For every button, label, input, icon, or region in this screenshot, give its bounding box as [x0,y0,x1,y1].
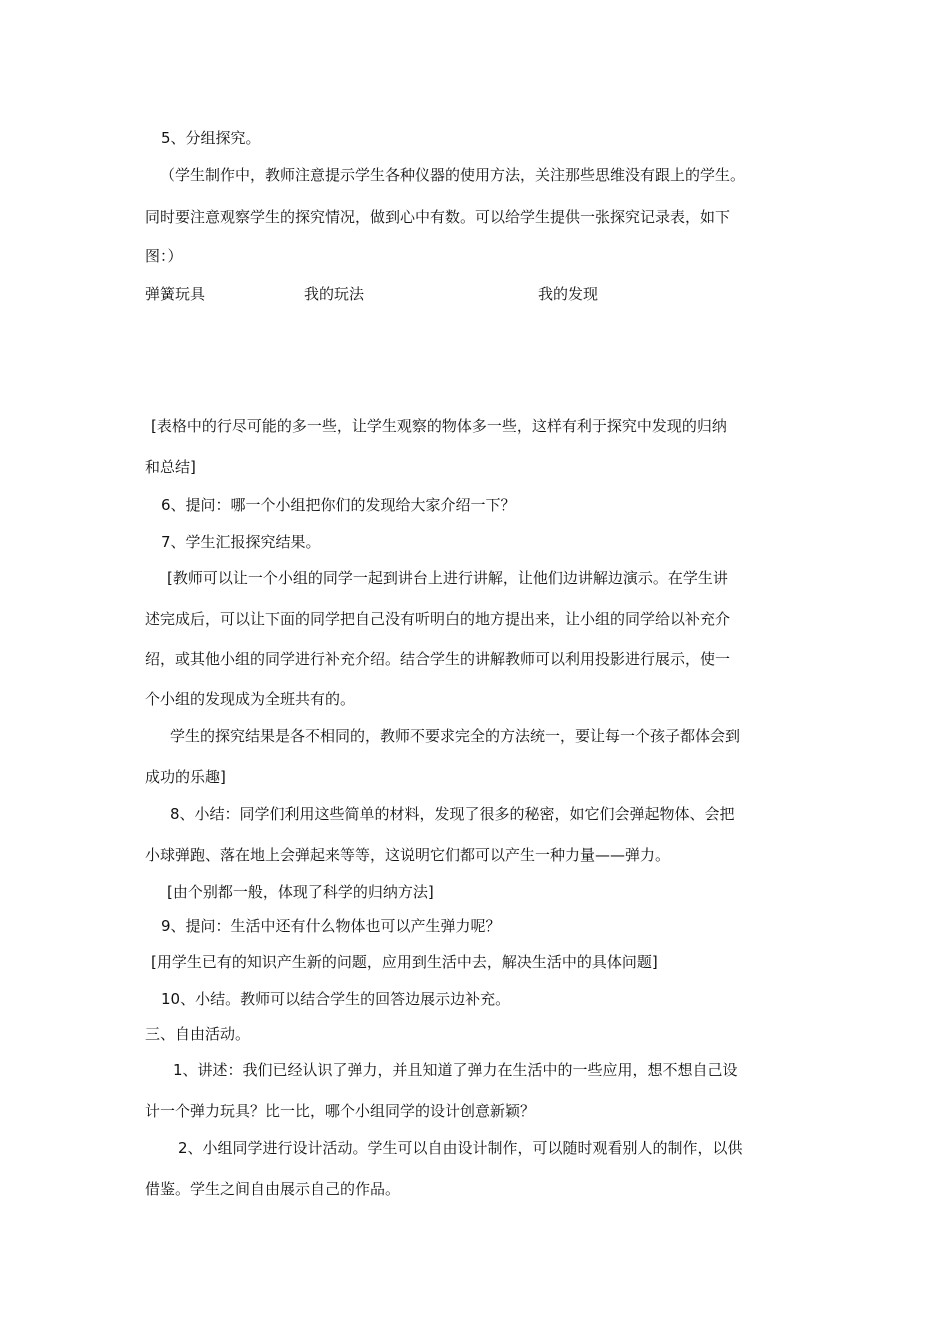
paragraph-line: 1、讲述：我们已经认识了弹力，并且知道了弹力在生活中的一些应用，想不想自己设 [173,1061,738,1079]
paragraph-line: 2、小组同学进行设计活动。学生可以自由设计制作，可以随时观看别人的制作，以供 [178,1139,743,1157]
paragraph-line: 7、学生汇报探究结果。 [161,533,321,551]
record-table-header-cell: 弹簧玩具 [145,285,206,303]
paragraph-line: 计一个弹力玩具？比一比，哪个小组同学的设计创意新颖？ [145,1102,536,1120]
section-heading: 三、自由活动。 [145,1025,251,1043]
paragraph-line: [表格中的行尽可能的多一些，让学生观察的物体多一些，这样有利于探究中发现的归纳 [151,417,727,435]
paragraph-line: 8、小结：同学们利用这些简单的材料，发现了很多的秘密，如它们会弹起物体、会把 [170,805,735,823]
paragraph-line: 6、提问：哪一个小组把你们的发现给大家介绍一下？ [161,496,516,514]
paragraph-line: [由个别都一般，体现了科学的归纳方法] [167,883,434,901]
paragraph-line: 小球弹跑、落在地上会弹起来等等，这说明它们都可以产生一种力量——弹力。 [145,846,671,864]
paragraph-line: 10、小结。教师可以结合学生的回答边展示边补充。 [161,990,511,1008]
paragraph-line: 学生的探究结果是各不相同的，教师不要求完全的方法统一，要让每一个孩子都体会到 [170,727,741,745]
paragraph-line: 图：） [145,247,183,265]
record-table-header-cell: 我的玩法 [304,285,365,303]
paragraph-line: 成功的乐趣] [145,768,226,786]
paragraph-line: （学生制作中，教师注意提示学生各种仪器的使用方法，关注那些思维没有跟上的学生。 [160,166,746,184]
paragraph-line: 绍，或其他小组的同学进行补充介绍。结合学生的讲解教师可以利用投影进行展示，使一 [145,650,731,668]
paragraph-line: 述完成后，可以让下面的同学把自己没有听明白的地方提出来，让小组的同学给以补充介 [145,610,731,628]
paragraph-line: 同时要注意观察学生的探究情况，做到心中有数。可以给学生提供一张探究记录表，如下 [145,208,731,226]
paragraph-line: 和总结] [145,458,196,476]
paragraph-line: [教师可以让一个小组的同学一起到讲台上进行讲解，让他们边讲解边演示。在学生讲 [167,569,728,587]
paragraph-line: 9、提问：生活中还有什么物体也可以产生弹力呢？ [161,917,501,935]
record-table-header-cell: 我的发现 [538,285,599,303]
paragraph-line: 个小组的发现成为全班共有的。 [145,690,356,708]
paragraph-line: 借鉴。学生之间自由展示自己的作品。 [145,1180,401,1198]
paragraph-line: 5、分组探究。 [161,129,261,147]
paragraph-line: [用学生已有的知识产生新的问题，应用到生活中去，解决生活中的具体问题] [151,953,658,971]
